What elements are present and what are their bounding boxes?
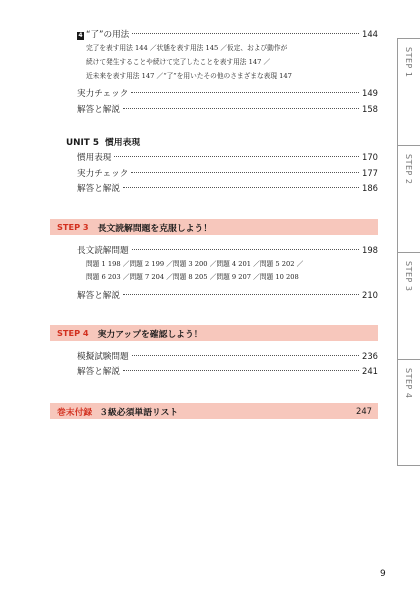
step-title: 長文読解問題を克服しよう！ (97, 223, 212, 234)
toc-entry-reading-problems[interactable] (77, 244, 378, 257)
tab-divider (397, 465, 420, 466)
toc-entry-answers[interactable] (77, 182, 378, 195)
step-code: STEP 4 (57, 328, 89, 338)
toc-entry-answers[interactable] (77, 365, 378, 378)
toc-subentry-note: 完了を表す用法 144 ／状態を表す用法 145 ／仮定、および動作が (86, 44, 288, 52)
tab-label: STEP 3 (404, 261, 413, 292)
tab-step-2[interactable] (397, 145, 420, 252)
toc-subentry-problems: 問題 1 198 ／問題 2 199 ／問題 3 200 ／問題 4 201 ／問題 5 202 ／ (86, 260, 304, 268)
appendix-code: 巻末付録 (57, 407, 93, 418)
appendix-title: ３級必須単語リスト (99, 407, 179, 418)
toc-entry-page: 170 (362, 152, 378, 162)
toc-entry-page: 241 (362, 366, 378, 376)
step-4-heading[interactable] (50, 325, 378, 341)
toc-entry-page: 177 (362, 168, 378, 178)
toc-entry-label: 解答と解説 (77, 184, 120, 194)
unit-code: UNIT 5 (66, 138, 99, 148)
tab-label: STEP 2 (404, 154, 413, 185)
toc-subentry-problems: 問題 6 203 ／問題 7 204 ／問題 8 205 ／問題 9 207 ／問題 10 208 (86, 273, 299, 281)
toc-entry-page: 149 (362, 88, 378, 98)
tab-label: STEP 1 (404, 47, 413, 78)
toc-entry-practice-check[interactable] (77, 87, 378, 100)
toc-entry-mock-exam[interactable] (77, 350, 378, 363)
dot-leader (132, 249, 359, 250)
toc-entry-answers[interactable] (77, 103, 378, 116)
toc-entry-idioms[interactable] (77, 151, 378, 164)
toc-entry-label: “了”の用法 (86, 30, 130, 40)
toc-entry-practice-check[interactable] (77, 167, 378, 180)
toc-entry-page: 210 (362, 290, 378, 300)
toc-entry-answers[interactable] (77, 289, 378, 302)
step-3-heading[interactable] (50, 219, 378, 235)
step-tabs (397, 38, 420, 465)
toc-entry-page: 236 (362, 351, 378, 361)
step-code: STEP 3 (57, 222, 89, 232)
appendix-heading[interactable] (50, 403, 378, 419)
unit-5-heading[interactable] (66, 135, 140, 148)
dot-leader (123, 187, 359, 188)
toc-entry-le-usage[interactable] (77, 28, 378, 41)
toc-entry-label: 解答と解説 (77, 367, 120, 377)
toc-entry-label: 実力チェック (77, 169, 129, 179)
step-title: 実力アップを確認しよう！ (97, 329, 203, 340)
toc-subentry-note: 近未来を表す用法 147 ／“了”を用いたその他のさまざまな表現 147 (86, 72, 292, 80)
section-number-badge: 4 (78, 32, 83, 39)
appendix-page: 247 (356, 406, 372, 416)
tab-label: STEP 4 (404, 368, 413, 399)
toc-entry-label: 慣用表現 (77, 153, 112, 163)
toc-entry-label: 解答と解説 (77, 291, 120, 301)
dot-leader (131, 92, 359, 93)
tab-step-1[interactable] (397, 38, 420, 145)
tab-step-3[interactable] (397, 252, 420, 359)
page-number: 9 (380, 569, 386, 579)
dot-leader (123, 108, 359, 109)
dot-leader (123, 370, 359, 371)
dot-leader (132, 33, 359, 34)
toc-entry-label: 実力チェック (77, 89, 129, 99)
toc-entry-page: 158 (362, 104, 378, 114)
unit-title: 慣用表現 (104, 138, 141, 148)
tab-step-4[interactable] (397, 359, 420, 465)
toc-entry-page: 144 (362, 29, 378, 39)
toc-entry-page: 198 (362, 245, 378, 255)
dot-leader (132, 355, 359, 356)
toc-entry-page: 186 (362, 183, 378, 193)
dot-leader (131, 172, 359, 173)
toc-entry-label: 長文読解問題 (77, 246, 129, 256)
toc-entry-label: 解答と解説 (77, 105, 120, 115)
toc-subentry-note: 続けて発生することや続けて完了したことを表す用法 147 ／ (86, 58, 271, 66)
toc-entry-label: 模擬試験問題 (77, 352, 129, 362)
dot-leader (123, 294, 359, 295)
dot-leader (114, 156, 359, 157)
